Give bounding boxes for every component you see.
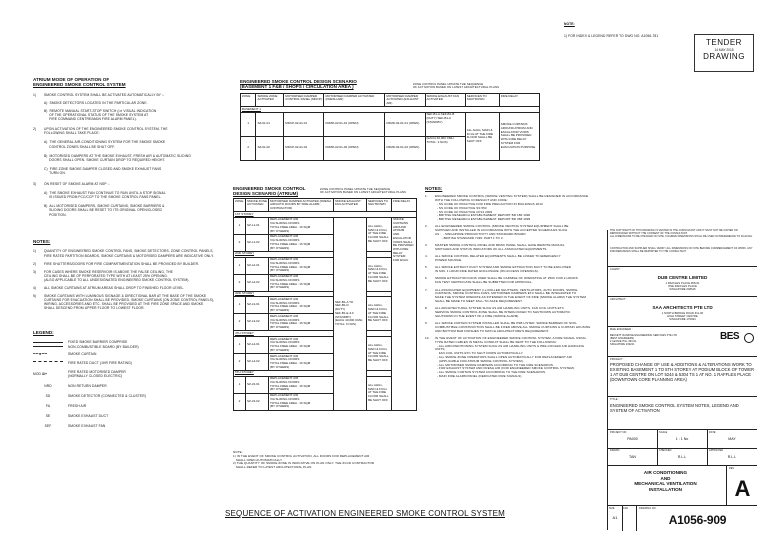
size-cell: SIZE A1	[608, 506, 623, 531]
cell-project-no: PROJECT NO. PA000	[608, 430, 658, 449]
project-text: PROPOSED CHANGE OF USE & ADDITIONS & ALTERATIONS WORK TO EXISTING BASEMENT 1 TO 5TH STOREY AT PODIUM BLOCK OF TOWER 1 AT DUB CENTRE ON LOT 5244 & 5304 TS 1 AT NO. 1 RAFFLES PLACE (DOWNTOWN CORE PLANNING AREA)	[610, 362, 755, 383]
design-bottom-title-2: DESIGN SCENARIO (ATRIUM)	[233, 191, 298, 197]
legend-item-curtain: ━ ━ ● ━ ━ SMOKE CURTAIN	[33, 350, 97, 356]
th-relay: FIRE RELAY	[499, 94, 539, 107]
atrium-title-2: ENGINEERED SMOKE CONTROL SYSTEM	[33, 82, 126, 88]
exhaust-fan-icon: SEF	[44, 424, 52, 429]
atrium-title-1: ATRIUM MODE OF OPERATION OF	[33, 77, 110, 82]
legend-item-se: SE SMOKE EXHAUST DUCT	[33, 414, 213, 418]
rev-letter: A	[734, 476, 751, 501]
table-row: 2 SZ-01-02 MDCP-02-01-02 FRMD-02-01-02 (OPEN) FRMD-02-01-02 (OPEN) (EACH 40,000 CMH TOTAL: 3 NOS)	[241, 136, 540, 160]
design-bottom-side-note: ZONE CONTROL PANEL UPDATE THE SEQUENCE OF ACTIVATION BASED ON LATEST ARCHITECTURAL PLANS	[320, 187, 407, 195]
project-panel: PROJECT : PROPOSED CHANGE OF USE & ADDITIONS & ALTERATIONS WORK TO EXISTING BASEMENT 1 TO 5TH STOREY AT PODIUM BLOCK OF TOWER 1 AT DUB CENTRE ON LOT 5244 & 5304 TS 1 AT NO. 1 RAFFLES PLACE (DOWNTOWN CORE PLANNING AREA)	[608, 356, 757, 397]
note-item: 6. SMOKE EXTRACTION FANS USED SHALL BE CAPABLE OF OPERATING AT 250C FOR 2 HOURS FAN TEST CERTIFICATE SHALL BE SUBMITTED FOR APPROVAL.	[425, 276, 578, 285]
legend-item-mod: MOD ⊠━ FIRE RATED MOTORISED DAMPER (NORMALLY CLOSED ELECTRIC)	[33, 369, 126, 378]
notes-left-item-3: 4) ALL SMOKE CURTAINS AT ATRIUM AREAS SHALL DROP TO FINISHED FLOOR LEVEL.	[33, 285, 185, 290]
table-row: 2 SZ-L1-02 REPLACEMENT AIR VIA SLIDING DOORS TOTAL FREE AREA : 16 SQM (BY OTHERS)	[234, 234, 417, 251]
cad-cell: CAD	[622, 506, 637, 531]
rev-box: REV A	[726, 466, 758, 506]
smoke-exhaust-icon: SE	[45, 414, 51, 419]
legend-item-sd: SD SMOKE DETECTOR (CONNECTED & CLUSTER)	[33, 394, 213, 398]
th-zone: ZONE	[241, 94, 256, 107]
atrium-item-7: 3) ON RESET OF SMOKE ALARM AT NSP :-	[33, 182, 110, 187]
atrium-item-2: B) REMOTE MANUAL START-STOP SWITCH (i.e VISUAL INDICATION OF THE OPERATIONAL STATUS OF THE SMOKE SYSTEM AT FIRE COMMAND CENTRE/MAIN FIRE ALARM PANEL).	[44, 109, 157, 122]
notes-left-title: NOTES:	[33, 239, 51, 244]
nrd-symbol-icon: NRD	[44, 383, 52, 388]
th-fresh: MOTORISED DAMPER ACTIVATED (FRESH AIR)	[324, 94, 385, 107]
storey-row: 3RD STOREY	[234, 291, 417, 297]
design-bottom-table	[233, 198, 417, 411]
design-top-heading	[240, 79, 440, 90]
table-row: 1 SZ-L3-01 REPLACEMENT AIR VIA SLIDING DOORS TOTAL FREE AREA : 16 SQM (BY OTHERS) ALL AHUs, MAIN & FCUs AT THE FIRE FLOOR SHALL BE SHUT OFF	[234, 297, 417, 314]
atrium-section	[33, 77, 213, 217]
legend-item-duct: FIRE RATED DUCT (1HR FIRE RATING)	[33, 361, 213, 365]
discipline-panel	[608, 465, 757, 506]
curtain-symbol-icon: ━ ━ ● ━ ━	[33, 350, 47, 356]
notes-right-list	[425, 195, 595, 378]
design-top-side-note: ZONE CONTROL PANEL UPDATE THE SEQUENCE OF ACTIVATION BASED ON LATEST ARCHITECTURAL PLANS	[413, 82, 500, 90]
fine-print-2: CONTRACTOR AND SUPPLIER SHALL VERIFY ALL DIMENSIONS ON SITE BEFORE COMMENCEMENT OF WORK. ANY DISCREPANCIES SHALL BE REPORTED TO THE CONSULTANT.	[610, 247, 754, 253]
main-title: SEQUENCE OF ACTIVATION ENGINEERED SMOKE CONTROL SYSTEM	[224, 509, 506, 518]
atrium-item-1: A) SMOKE DETECTORS LOCATED IN THE PARTICULAR ZONE.	[44, 100, 148, 105]
atrium-item-4: A) THE GENERAL AIR-CONDITIONING SYSTEM FOR THE SMOKE SMOKE CONTROL ZONES SHALL BE SHUT OFF.	[44, 140, 166, 149]
th-fan: SMOKE EXHAUST FAN ACTIVATED	[425, 94, 465, 107]
info-grid	[608, 429, 757, 466]
logo-ring-icon	[744, 333, 754, 343]
design-top-header-row	[241, 94, 540, 107]
stamp-word2: DRAWING	[703, 52, 745, 61]
note-item: 9. ALL SMOKE CURTAIN SYSTEM INSTALLED SHALL BE PSB LISTED. SMOKE BARRIER OF NON- COMBUSTIBLE CONSTRUCTION SHALL BE FIXED ABOVE ALL SMOKE CURTAINS & CURTAIN HOUSING AND BOTTOM BAR FINISHES TO MATCH ARCHITECTURE'S REQUIREMENT.	[425, 321, 591, 333]
notes-left-item-1: 2) FIRE SHUTTERS/DOORS FOR FIRE COMPARTMENTATION SHALL BE PROVIDED BY BUILDER.	[33, 261, 200, 266]
cell-date: DATE MAY	[707, 430, 757, 449]
title-block	[607, 230, 757, 530]
cell-scale: SCALE 1 : 1 No	[657, 430, 708, 449]
client-panel: CLIENT : DUB CENTRE LIMITED 1 RAFFLES PLACE #68-01 ONE RAFFLES PLACE SINGAPORE 048616	[608, 266, 757, 297]
legend-item-fa: FA FRESH AIR	[33, 404, 213, 408]
notes-left	[33, 239, 223, 310]
notes-right-title: NOTES:	[425, 186, 443, 191]
note-item: 3. MASTER SMOKE CONTROL PANEL AND MIMIC PANEL SHALL HAVE REMOTE MANUAL SWITCHES AND STATUS INDICATORS OF ALL ASSOCIATED EQUIPMENTS.	[425, 243, 565, 251]
note-item: 8. ALL ARCHITECTURAL SYSTEM SUCH AS AIR HANDLING UNITS, FAN COIL UNITS ETC SERVING SMOKE CONTROL ZONE SHALL BE INTERLOCKED TO SHUTDOWN AUTOMATIC SHUTDOWN IN THE EVENT OF A FIRE (SMOKE ALARM).	[425, 306, 571, 318]
table-row: 1 SZ-L4-01 REPLACEMENT AIR VIA SLIDING DOORS TOTAL FREE AREA : 16 SQM (BY OTHERS) ALL AHUs, MAIN & FCUs AT THE FIRE FLOOR SHALL BE SHUT OFF	[234, 336, 417, 353]
architect-name: SAA ARCHITECTS PTE LTD	[652, 305, 713, 310]
legend-item-nrd: NRD NON RETURN DAMPER	[33, 384, 213, 388]
title-panel: TITLE : ENGINEERED SMOKE CONTROL SYSTEM NOTES, LEGEND AND SYSTEM OF ACTIVATION	[608, 396, 757, 430]
legend	[33, 330, 213, 428]
cell-drawn: DRAWN TAN	[608, 448, 658, 466]
table-row: 2 SZ-L5-02 REPLACEMENT AIR VIA SLIDING DOORS TOTAL FREE AREA : 16 SQM (BY OTHERS)	[234, 393, 417, 410]
atrium-item-3: 2) UPON ACTIVATION OF THE ENGINEERED SMOKE CONTROL SYSTEM, THE FOLLOWING SHALL TAKE PLACE:	[33, 127, 168, 136]
table-row: 1 SZ-L5-01 REPLACEMENT AIR VIA SLIDING DOORS TOTAL FREE AREA : 16 SQM (BY OTHERS) ALL AHUs, MAIN & FCUs AT THE FIRE FLOOR SHALL BE SHUT OFF	[234, 376, 417, 393]
mod-symbol-icon: MOD ⊠━	[33, 371, 47, 376]
mne-panel: M&E ENGINEER : BES BECKETT RANKINE ENGINEERING SERVICES PTE LTD (BEST ENGINEERS) 2 LEONIE HILL #03-01 SINGAPORE 239221	[608, 326, 757, 357]
design-bottom-title-1: ENGINEERED SMOKE CONTROL	[233, 186, 306, 191]
mne-logo: BES	[720, 331, 740, 342]
table-row: 1 SZ-L1-01 REPLACEMENT AIR VIA SLIDING DOORS TOTAL FREE AREA : 16 SQM (BY OTHERS) SEF-B1-A TO SEF-B1-D (DUTY) SEF-B1-E & F (STANDBY) (EACH 40,000 CMH, TOTAL: 6 NOS) ALL AHUs, MAIN & FCUs AT THE FIRE FLOOR SHALL BE SHUT OFF SMOKE CURTAINS AROUND ATRIUM AND ESCALATOR VOIDS SHALL BE PROVIDED WITH FIRE RELAY SYSTEM FOR EVAC.	[234, 217, 417, 234]
top-note-title: NOTE:	[564, 22, 575, 27]
legend-title: LEGEND:	[33, 330, 54, 335]
design-bottom-header-row: ZONE SMOKE ZONE ACTIVATED MOTORISED DAMPER ACTIVATED (FRESH AIR/AUTO DOORS BY FIRE ALARM CONTRACTOR) SMOKE EXHAUST FAN ACTIVATED SERVICES TO SHUTDOWN FIRE RELAY	[234, 199, 417, 212]
barrier-symbol-icon	[33, 342, 63, 347]
discipline-text: AIR CONDITIONING AND MECHANICAL VENTILATION INSTALLATION	[634, 470, 697, 492]
design-top-table	[240, 93, 540, 161]
duct-symbol-icon	[33, 361, 63, 364]
design-bottom-note: NOTE: 1) IN THE EVENT OF SMOKE CONTROL ACTIVATION, ALL DOORS FOR REPLACEMENT AIR SHALL OPEN AUTOMATICALLY. 2) THE QUANTITY OF SMOKE ZONE IS INDICATIVE ON PLAN ONLY. THE ZCCD CONTRACTOR SHALL REFER TO LATEST ARCHITECTURAL PLAN.	[233, 450, 375, 470]
atrium-item-9: B) ALL MOTORISED DAMPERS, SMOKE CURTAINS, SMOKE BARRIERS & SLIDING DOORS SHALL BE RESET TO ITS ORIGINAL OPEN/CLOSED POSITION.	[44, 204, 165, 217]
th-services: SERVICES TO SHUTDOWN	[465, 94, 499, 107]
atrium-item-5: B) MOTORISED DAMPERS AT THE SMOKE EXHAUST, FRESH AIR & AUTOMATIC SLIDING DOORS SHALL OPEN. SMOKE CURTAIN DROP TO REQUIRED HEIGHT.	[44, 153, 191, 162]
note-item: 7. ALL ASSOCIATED EQUIPMENT (i.e ROLLER SHUTTERS, VENTILATORS, AUTO DOORS, SMOKE CURTAINS, SMOKE CONTROL FANS, MOTORISED DAMPERS ETC SHALL BE INTEGRATED TO MAKE THE SYSTEM OPERATE AS INTENDED IN THE EVENT OF FIRE (SMOKE ALARM) THE SYSTEM SHALL BE MADE TO MEET FALL-TO-SAFE REQUIREMENT.	[425, 287, 587, 303]
stamp-date: 14 MAY 2015	[714, 48, 734, 52]
note-item: 5. ALL SMOKE EXTRACT DUCT SYSTEM AND SMOKE EXTRACTION DUCT TO BE ENCLOSED IN MIN. 1 HOUR FIRE RATED ENCLOSURE (ON ACCESS OPENINGS).	[425, 265, 571, 274]
notes-left-item-4: 5) SMOKE CURTAINS WITH LUMINOUS SIGNAGE & DIRECTIONAL BAR AT THE BASE OF THE SMOKE CURTAINS FOR EVACUATION SHALL BE PROVIDED. SMOKE CURTAINS (ON ZONE CONTROL PANELS), WIRING, ACCESSORIES AND ETC. SHALL BE PROVIDED AT THE FIRE ZONE SPACE AND SMOKE SHALL DESCEND FROM UPPER FLOOR TO LOWEST FLOOR.	[33, 294, 215, 311]
table-row: 1 SZ-L2-01 REPLACEMENT AIR VIA SLIDING DOORS TOTAL FREE AREA : 16 SQM (BY OTHERS) ALL AHUs, MAIN & FCUs AT THE FIRE FLOOR SHALL BE SHUT OFF	[234, 257, 417, 274]
stamp-word1: TENDER	[706, 38, 742, 47]
storey-row: 4TH STOREY	[234, 331, 417, 337]
notes-right	[425, 186, 595, 382]
notes-left-item-2: 3) FOR CASES WHERE SMOKE RESERVOIR IS ABOVE THE FALSE CEILING, THE CEILING SHALL BE OF PERFORATED TYPE WITH AT LEAST 25% OPENING. (ALSO APPLICABLE TO ALL UNDESIGNATED ENGINEERED SMOKE CONTROL SYSTEM).	[33, 269, 190, 282]
th-mdcp: MOTORISED DAMPER CONTROL PANEL (MDCP)	[284, 94, 324, 107]
atrium-item-8: A) THE SMOKE EXHAUST FAN CONTINUE TO RUN UNTIL A STOP SIGNAL IS ISSUED FROM FCC/CCP TO THE SMOKE CONTROL FANS PANEL.	[44, 191, 166, 200]
storey-row: 5TH STOREY	[234, 370, 417, 376]
drawing-no-panel: SIZE A1 CAD DRAWING NO. A1056-909	[608, 505, 757, 531]
atrium-item-6: C) FIRE ZONE SMOKE DAMPER CLOSED AND SMOKE EXHAUST FANS TURN ON.	[44, 166, 162, 175]
architect-panel: ARCHITECT : SAA ARCHITECTS PTE LTD 1 NORTH BRIDGE ROAD #11-00 HIGH STREET CENTRE SINGAPORE 179094	[608, 296, 757, 327]
note-item: 2. ALL ENGINEERED SMOKE CONTROL (SMOKE VENTING SYSTEM EQUIPMENT SHALL BE SUPPLIED AND INSTALLED IN ACCORDANCE WITH THE ACCEPTED SCHEDULES SUCH AS : - SINGAPORE PRODUCTIVITY AND STANDARD BOARD - BRITISH STANDARD 7346: PART 1 TO 3	[425, 224, 569, 240]
note-item: 1. ENGINEERED SMOKE CONTROL (SMOKE VENTING SYSTEM) SHALL BE DESIGNED IN ACCORDANCE WITH THE FOLLOWING CODES/ACT AND CODE: - SS CODE OF PRACTICE FOR FIRE PRECAUTION IN BUILDINGS 2013 - SS CODE OF PRACTICE SS 553 - SS CODE OF PRACTICE CP13 2009 - BRITISH RESEARCH ESTABLISHMENT REPORT BR 186:1990 - BRITISH RESEARCH ESTABLISHMENT REPORT BR 368:1999	[425, 194, 589, 222]
design-top-title-1: ENGINEERED SMOKE CONTROL DESIGN SCENARIO	[240, 79, 357, 84]
table-row: 2 SZ-L4-02 REPLACEMENT AIR VIA SLIDING DOORS TOTAL FREE AREA : 16 SQM (BY OTHERS)	[234, 353, 417, 370]
tender-stamp	[694, 34, 754, 72]
cell-approved: APPROVED R.L.L	[709, 449, 737, 459]
client-name: DUB CENTRE LIMITED	[657, 275, 708, 280]
storey-row: 1ST STOREY	[234, 212, 417, 218]
th-activated: SMOKE ZONE ACTIVATED	[256, 94, 284, 107]
smoke-detector-icon: SD	[45, 394, 51, 399]
cell-checked: CHECKED R.L.L	[657, 448, 708, 466]
note-item: 4. ALL SMOKE CONTROL RELATED EQUIPMENTS SHALL BE LINKED TO EMERGENCY POWER SOURCE.	[425, 254, 561, 263]
fine-print-1: THE COPYRIGHT OF THIS DRAWING IS VESTED IN THE CONSULTANT AND IT MUST NOT BE COPIED OR REPRODUCED WITHOUT THE CONSENT OF THE CONSULTANT. ALL DIMENSIONS TO BE CHECKED ON SITE. FIGURED DIMENSIONS SHALL BE USED IN PREFERENCE TO SCALING.	[610, 229, 753, 238]
table-row: 1 SZ-01-01 MDCP-02-01-01 FRMD-02-01-01 (OPEN) FRMD-02-01-01 (OPEN) SEF-B1-A SEF-B1-B (DUTY) SEF-B1-C (STANDBY) ALL AHUs, MAIN & FCUs AT THE FIRE FLOOR SHALL BE SHUT OFF SMOKE CURTAINS AROUND ATRIUM AND ESCALATOR VOIDS SHALL BE PROVIDED WITH FIRE RELAY SYSTEM FOR EVACUATION PURPOSE	[241, 112, 540, 136]
table-row: 2 SZ-L2-02 REPLACEMENT AIR VIA SLIDING DOORS TOTAL FREE AREA : 16 SQM (BY OTHERS)	[234, 274, 417, 291]
design-top-title-2: (BASEMENT 1 F&B / SHOPS / CIRCULATION AREA )	[240, 84, 354, 90]
note-item: 10. IN THE EVENT OF ACTIVATION OF ENGINEERED SMOKE CONTROL SYSTEM, A FIRE SIGNAL USING TYPE RATED CABLES IN METAL CONDUIT SHALL BE SENT TO THE FOLLOWING: - ALL AIRCONDITIONING SYSTEM SUCH AS AIR HANDLING UNITS & PRE-COOLED AIR HANDLING UNITS, FAN COIL UNITS ETC TO SHUT DOWN AUTOMATICALLY. - ALL SMOKE ZONE OPERATORS SHALL OPEN AUTOMATICALLY FOR REPLACEMENT AIR (APPLICABLE FOR ATRIUM SMOKE CONTROL SYSTEM). - ALL MOTORISED SMOKE DAMPERS ACCORDING TO THE FIRE SCENARIOS. - FOR EXHAUST SYSTEM AND FRESH AIR (FOR ENGINEERED SMOKE CONTROL SYSTEM). - ALL SMOKE CURTAIN SYSTEM ACCORDING TO THE FIRE SCENARIOS. - MAIN FIRE ALARM PANEL (DEDICATED FIRE SIGNALS).	[425, 336, 586, 378]
drawing-number: A1056-909	[668, 513, 727, 527]
legend-item-sef: SEF SMOKE EXHAUST FAN	[33, 424, 213, 428]
title-text: ENGINEERED SMOKE CONTROL SYSTEM NOTES, LEGEND AND SYSTEM OF ACTIVATION	[610, 403, 739, 414]
storey-row: 2ND STOREY	[234, 251, 417, 257]
th-exhaust: MOTORISED DAMPER ACTIVATED (EXHAUST AIR)	[385, 94, 425, 107]
legend-item-barrier: FIXED SMOKE BARRIER COMPRISE NON-COMBUSTIBLE BOARD (BY BUILDER)	[33, 340, 213, 348]
design-top-section-row: BASEMENT 1	[241, 107, 540, 113]
fresh-air-icon: FA	[45, 404, 51, 409]
table-row: 2 SZ-L3-02 REPLACEMENT AIR VIA SLIDING DOORS TOTAL FREE AREA : 16 SQM (BY OTHERS)	[234, 314, 417, 331]
notes-left-item-0: 1) QUANTITY OF ENGINEERED SMOKE CONTROL FANS, SMOKE DETECTORS, ZONE CONTROL PANELS, FIRE RATED PARTITION BOARDS, SMOKE CURTAINS & MOTORISED DAMPERS ARE INDICATIVE ONLY.	[33, 249, 214, 258]
atrium-item-0: 1) SMOKE CONTROL SYSTEM SHALL BE ACTIVATED AUTOMATICALLY BY :-	[33, 92, 165, 97]
top-note	[564, 14, 674, 43]
top-note-line: 1) FOR INDEX & LEGEND REFER TO DWG NO. A1056-781	[564, 34, 659, 39]
